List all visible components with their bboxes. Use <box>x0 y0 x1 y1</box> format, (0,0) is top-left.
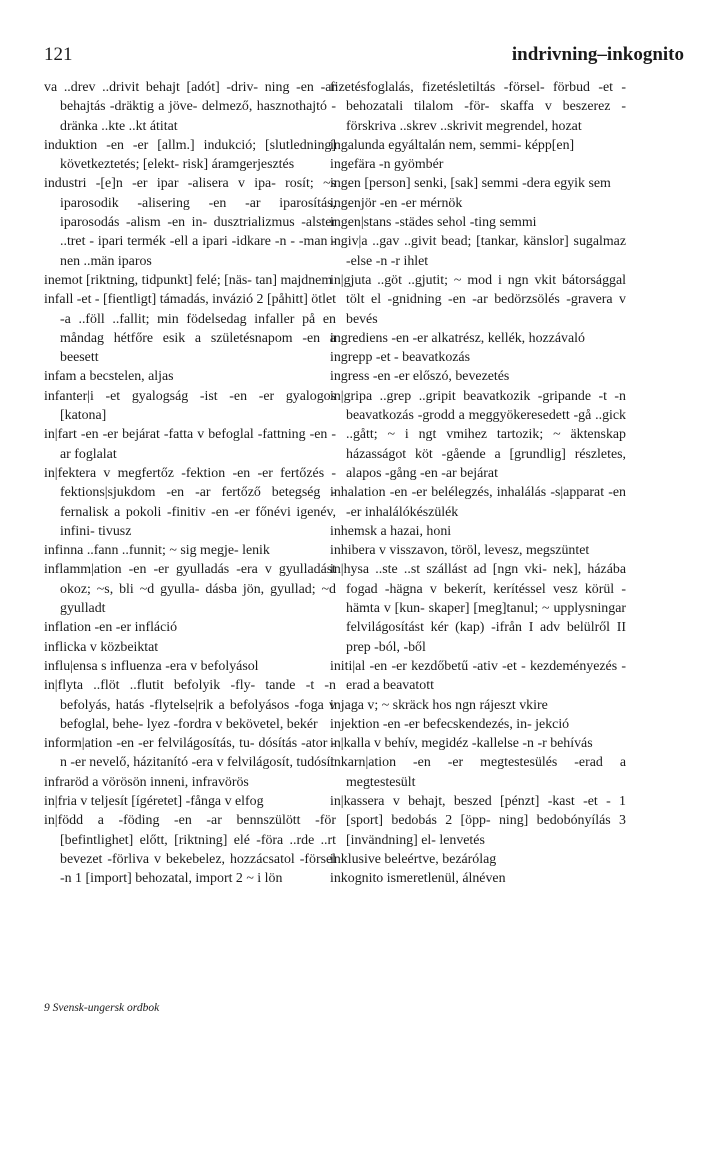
dictionary-entry: fizetésfoglalás, fizetésletiltás -försel- förbud -et - behozatali tilalom -för- skaffa v beszerez -förskriva ..skrev ..skrivit megrendel, hozat <box>330 80 626 134</box>
dictionary-entry: inflicka v közbeiktat <box>44 639 159 655</box>
page-number: 121 <box>44 44 73 65</box>
dictionary-entry: ingalunda egyáltalán nem, semmi- képp[en] <box>330 137 575 153</box>
right-column <box>330 78 626 888</box>
dictionary-entry: inkarn|ation -en -er megtestesülés -erad a megtestesült <box>330 755 626 790</box>
page-header <box>44 44 684 70</box>
dictionary-entry: in|flyta ..flöt ..flutit befolyik -fly- tande -t -n befolyás, hatás -flytelse|rik a befolyásos -foga v befoglal, behe- lyez -fordra v bekövetel, bekér <box>44 678 336 732</box>
dictionary-entry: ingen|stans -städes sehol -ting semmi <box>330 215 537 231</box>
dictionary-entry: in|fart -en -er bejárat -fatta v befoglal -fattning -en -ar foglalat <box>44 427 336 462</box>
dictionary-entry: induktion -en -er [allm.] indukció; [slutledning] következtetés; [elekt- risk] áramgerjesztés <box>44 137 336 173</box>
dictionary-entry: inklusive beleértve, bezárólag <box>330 851 497 867</box>
left-column <box>44 78 336 888</box>
dictionary-entry: infanter|i -et gyalogság -ist -en -er gyalogos [katona] <box>44 388 336 424</box>
dictionary-entry: inflamm|ation -en -er gyulladás -era v gyulladást okoz; ~s, bli ~d gyulla- dásba jön, gyullad; ~d gyulladt <box>44 562 336 617</box>
dictionary-entry: infinna ..fann ..funnit; ~ sig megje- lenik <box>44 543 270 559</box>
dictionary-entry: inhibera v visszavon, töröl, levesz, megszüntet <box>330 543 590 559</box>
dictionary-entry: ingefära -n gyömbér <box>330 157 444 173</box>
dictionary-entry: infam a becstelen, aljas <box>44 369 174 385</box>
dictionary-entry: va ..drev ..drivit behajt [adót] -driv- ning -en -ar behajtás -dräktig a jöve- delmező, hasznothajtó -dränka ..kte ..kt átitat <box>44 80 336 134</box>
running-head: indrivning–inkognito <box>511 44 684 65</box>
dictionary-entry: in|hysa ..ste ..st szállást ad [ngn vki- nek], házába fogad -hägna v bekerít, kerítéssel vesz körül -hämta v [kun- skaper] [meg]tanul; ~ upplysningar felvilágosítást kér (kap) -ifrån I adv belülről II prep -ból, -ből <box>330 562 626 655</box>
dictionary-entry: ingiv|a ..gav ..givit bead; [tankar, känslor] sugalmaz -else -n -r ihlet <box>330 234 626 269</box>
dictionary-entry: infraröd a vörösön inneni, infravörös <box>44 774 249 790</box>
dictionary-entry: in|kalla v behív, megidéz -kallelse -n -r behívás <box>330 736 593 752</box>
dictionary-entry: in|kassera v behajt, beszed [pénzt] -kast -et - 1 [sport] bedobás 2 [öpp- ning] bedobónyílás 3 [invändning] el- lenvetés <box>330 793 626 848</box>
printer-signature: 9 Svensk-ungersk ordbok <box>44 1002 160 1014</box>
dictionary-entry: infall -et - [fientligt] támadás, invázió 2 [påhitt] ötlet -a ..föll ..fallit; min födelsedag infaller på en måndag hétfőre esik a születésnapom -en a beesett <box>44 292 336 366</box>
dictionary-entry: in|född a -föding -en -ar bennszülött -för [befintlighet] előtt, [riktning] elé -föra ..rde ..rt bevezet -förliva v bekebelez, hozzácsatol -försel -n 1 [import] behozatal, import 2 ~ i lön <box>44 813 336 887</box>
dictionary-entry: in|fektera v megfertőz -fektion -en -er fertőzés -fektions|sjukdom -en -ar fertőző betegség -fernalisk a pokoli -finitiv -en -er főnévi igenév, infini- tivusz <box>44 465 336 539</box>
dictionary-entry: ingrediens -en -er alkatrész, kellék, hozzávaló <box>330 330 585 346</box>
dictionary-entry: in|gripa ..grep ..gripit beavatkozik -gripande -t -n beavatkozás -grodd a meggyökeresedett -gå ..gick ..gått; ~ i ngt vmihez tartozik; ~ äktenskap házasságot köt -gående a [grundlig] részletes, alapos -gång -en -ar bejárat <box>330 388 626 481</box>
dictionary-entry: influ|ensa s influenza -era v befolyásol <box>44 658 259 674</box>
dictionary-entry: initi|al -en -er kezdőbetű -ativ -et - kezdeményezés -erad a beavatott <box>330 658 626 694</box>
dictionary-entry: injektion -en -er befecskendezés, in- jekció <box>330 716 570 732</box>
dictionary-entry: inkognito ismeretlenül, álnéven <box>330 871 506 887</box>
dictionary-entry: industri -[e]n -er ipar -alisera v ipa- rosít; ~s iparosodik -alisering -en -ar iparosítás, iparosodás -alism -en in- dusztrializmus -alster ..tret - ipari termék -ell a ipari -idkare -n - -man -nen ..män iparos <box>44 176 336 269</box>
dictionary-entry: in|fria v teljesít [ígéretet] -fånga v elfog <box>44 793 264 809</box>
dictionary-entry: inflation -en -er infláció <box>44 620 178 636</box>
dictionary-entry: inemot [riktning, tidpunkt] felé; [näs- tan] majdnem <box>44 272 333 288</box>
dictionary-entry: injaga v; ~ skräck hos ngn rájeszt vkire <box>330 697 548 713</box>
dictionary-entry: ingen [person] senki, [sak] semmi -dera egyik sem <box>330 176 611 192</box>
dictionary-entry: in|gjuta ..göt ..gjutit; ~ mod i ngn vkit bátorsággal tölt el -gnidning -en -ar bedörzsölés -gravera v bevés <box>330 272 626 327</box>
dictionary-entry: inhemsk a hazai, honi <box>330 523 452 539</box>
dictionary-entry: ingenjör -en -er mérnök <box>330 195 463 211</box>
dictionary-entry: inform|ation -en -er felvilágosítás, tu- dósítás -ator -n -er nevelő, házitanító -era v felvilágosít, tudósít <box>44 736 336 771</box>
dictionary-entry: inhalation -en -er belélegzés, inhalálás -s|apparat -en -er inhalálókészülék <box>330 485 626 520</box>
dictionary-entry: ingrepp -et - beavatkozás <box>330 350 470 366</box>
dictionary-entry: ingress -en -er előszó, bevezetés <box>330 369 510 385</box>
